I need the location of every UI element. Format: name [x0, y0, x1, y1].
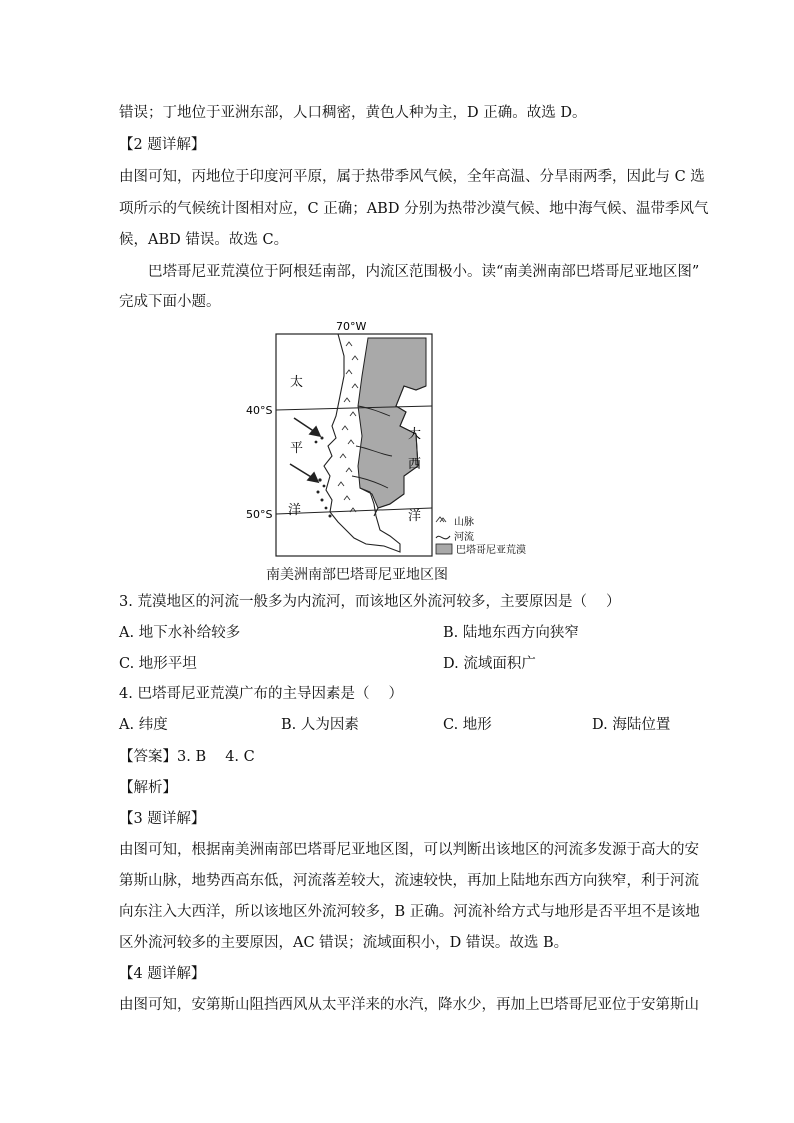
ocean-char: 西	[408, 457, 422, 472]
longitude-label: 70°W	[336, 320, 367, 333]
para-line: 错误；丁地位于亚洲东部，人口稠密，黄色人种为主，D 正确。故选 D。	[119, 105, 587, 121]
option-4d: D. 海陆位置	[592, 717, 671, 733]
section-heading: 【4 题详解】	[119, 966, 206, 982]
para-line: 候，ABD 错误。故选 C。	[119, 232, 289, 248]
intro-line: 完成下面小题。	[119, 294, 221, 310]
question-3: 3. 荒漠地区的河流一般多为内流河，而该地区外流河较多，主要原因是（ ）	[119, 594, 621, 610]
map-caption: 南美洲南部巴塔哥尼亚地区图	[266, 567, 448, 583]
analysis-heading: 【解析】	[119, 780, 177, 796]
para-line: 第斯山脉，地势西高东低，河流落差较大，流速较快，再加上陆地东西方向狭窄，利于河流	[119, 873, 699, 889]
option-3c: C. 地形平坦	[119, 656, 197, 672]
para-line: 项所示的气候统计图相对应，C 正确；ABD 分别为热带沙漠气候、地中海气候、温带季风气	[119, 201, 709, 217]
question-4: 4. 巴塔哥尼亚荒漠广布的主导因素是（ ）	[119, 686, 404, 702]
legend-river-icon	[436, 536, 450, 539]
option-4b: B. 人为因素	[281, 717, 359, 733]
answer-line: 【答案】3. B 4. C	[119, 749, 255, 765]
legend-river-label: 河流	[454, 532, 474, 543]
para-line: 由图可知，根据南美洲南部巴塔哥尼亚地区图，可以判断出该地区的河流多发源于高大的安	[119, 842, 699, 858]
section-heading: 【3 题详解】	[119, 811, 206, 827]
option-4c: C. 地形	[443, 717, 492, 733]
legend-mountain-icon	[436, 517, 446, 522]
lat40-label: 40°S	[246, 404, 273, 417]
mountain-symbols	[338, 342, 358, 512]
para-line: 向东注入大西洋，所以该地区外流河较多，B 正确。河流补给方式与地形是否平坦不是该地	[119, 904, 700, 920]
option-4a: A. 纬度	[119, 717, 168, 733]
map-figure	[240, 316, 560, 566]
patagonia-map	[240, 316, 560, 586]
ocean-char: 平	[290, 441, 304, 456]
ocean-char: 洋	[288, 503, 302, 518]
option-3a: A. 地下水补给较多	[119, 625, 241, 641]
lat50-label: 50°S	[246, 508, 273, 521]
para-line: 由图可知，安第斯山阻挡西风从太平洋来的水汽，降水少，再加上巴塔哥尼亚位于安第斯山	[119, 997, 699, 1013]
legend-mountain-label: 山脉	[454, 517, 474, 528]
legend-desert-icon	[436, 544, 452, 554]
ocean-char: 太	[290, 375, 304, 390]
section-heading: 【2 题详解】	[119, 137, 206, 153]
legend-desert-label: 巴塔哥尼亚荒漠	[456, 545, 526, 556]
latitude-40	[276, 406, 432, 410]
ocean-char: 洋	[408, 509, 422, 524]
ocean-char: 大	[408, 427, 422, 442]
option-3d: D. 流域面积广	[443, 656, 536, 672]
desert-region	[358, 338, 426, 508]
option-3b: B. 陆地东西方向狭窄	[443, 625, 579, 641]
para-line: 区外流河较多的主要原因，AC 错误；流域面积小，D 错误。故选 B。	[119, 935, 569, 951]
intro-line: 巴塔哥尼亚荒漠位于阿根廷南部，内流区范围极小。读“南美洲南部巴塔哥尼亚地区图”	[148, 264, 700, 280]
para-line: 由图可知，丙地位于印度河平原，属于热带季风气候，全年高温、分旱雨两季，因此与 C 选	[119, 169, 705, 185]
